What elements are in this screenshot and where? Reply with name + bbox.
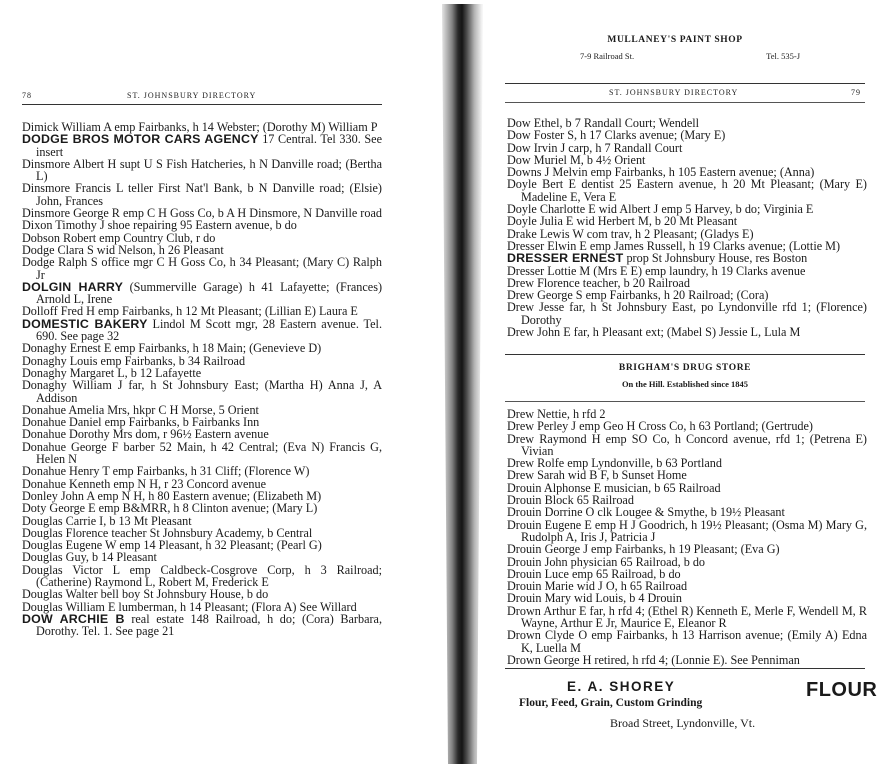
ad-phone: Tel. 535-J xyxy=(766,51,800,61)
entry-text: Drake Lewis W com trav, h 2 Pleasant; (Gladys E) xyxy=(507,226,754,241)
entry-text: Drouin Alphonse E musician, b 65 Railroad xyxy=(507,480,721,495)
entry-text: Donahue George F barber 52 Main, h 42 Central; (Eva N) Francis G, Helen N xyxy=(22,439,382,467)
entry-text: Drew Perley J emp Geo H Cross Co, h 63 Portland; (Gertrude) xyxy=(507,419,813,434)
entry-text: Douglas Carrie I, b 13 Mt Pleasant xyxy=(22,513,192,528)
entry-text: Drown Arthur E far, h rfd 4; (Ethel R) Kenneth E, Merle F, Wendell M, R Wayne, Arthur E Jr, Maurice E, Eleanor R xyxy=(507,603,867,631)
entry-text: Donaghy Louis emp Fairbanks, b 34 Railroad xyxy=(22,353,246,368)
entry-text: Drouin Mary wid Louis, b 4 Drouin xyxy=(507,591,683,606)
entry-text: Douglas Victor L emp Caldbeck-Cosgrove Corp, h 3 Railroad; (Catherine) Raymond L, Robert M, Frederick E xyxy=(22,562,382,589)
entry-text: Downs J Melvin emp Fairbanks, h 105 Eastern avenue; (Anna) xyxy=(507,165,815,180)
running-head: ST. JOHNSBURY DIRECTORY xyxy=(609,88,739,97)
entry-text: Douglas Florence teacher St Johnsbury Academy, b Central xyxy=(22,525,313,540)
page-number: 79 xyxy=(851,88,861,97)
entry-text: Dow Foster S, h 17 Clarks avenue; (Mary E) xyxy=(507,128,726,143)
page-number: 78 xyxy=(22,91,32,100)
brigham-ad xyxy=(505,363,865,389)
entry-text: Drew Sarah wid B F, b Sunset Home xyxy=(507,468,687,483)
directory-entry xyxy=(22,182,382,207)
entry-text: Douglas Eugene W emp 14 Pleasant, h 32 Pleasant; (Pearl G) xyxy=(22,538,322,553)
entry-text: Drouin Luce emp 65 Railroad, b do xyxy=(507,566,681,581)
directory-entry xyxy=(22,379,382,404)
entry-text: Dimick William A emp Fairbanks, h 14 Webster; (Dorothy M) William P xyxy=(22,120,378,134)
directory-entry xyxy=(507,326,867,338)
directory-entry xyxy=(507,178,867,203)
entry-text: Drew George S emp Fairbanks, h 20 Railroad; (Cora) xyxy=(507,288,769,303)
directory-entries-left xyxy=(22,121,382,637)
running-head: ST. JOHNSBURY DIRECTORY xyxy=(127,91,257,100)
entry-text: Doty George E emp B&MRR, h 8 Clinton avenue; (Mary L) xyxy=(22,501,318,516)
directory-entry xyxy=(22,441,382,466)
entry-text: Douglas William E lumberman, h 14 Pleasant; (Flora A) See Willard xyxy=(22,599,357,614)
directory-entry xyxy=(22,281,382,306)
entry-text: Drouin Marie wid J O, h 65 Railroad xyxy=(507,579,688,594)
shorey-ad-headline: FLOUR xyxy=(806,679,878,701)
entry-text: Donley John A emp N H, h 80 Eastern avenue; (Elizabeth M) xyxy=(22,488,322,503)
entry-text: Donahue Amelia Mrs, hkpr C H Morse, 5 Orient xyxy=(22,402,259,417)
entry-text: Drouin Block 65 Railroad xyxy=(507,493,634,508)
entry-text: Donaghy William J far, h St Johnsbury East; (Martha H) Anna J, A Addison xyxy=(22,378,382,405)
entry-text: Lindol M Scott mgr, 28 Eastern avenue. Tel. 690. See page 32 xyxy=(36,316,382,344)
entry-text: Drew Jesse far, h St Johnsbury East, po Lyndonville rfd 1; (Florence) Dorothy xyxy=(507,300,867,327)
business-name: DRESSER ERNEST xyxy=(507,251,624,266)
business-name: DOMESTIC BAKERY xyxy=(22,316,148,331)
entry-text: Drouin Eugene E emp H J Goodrich, h 19½ Pleasant; (Osma M) Mary G, Rudolph A, Iris J, Patricia J xyxy=(507,517,867,544)
ad-rule-bottom xyxy=(505,401,865,402)
header-rule xyxy=(505,102,865,103)
entry-text: Dow Ethel, b 7 Randall Court; Wendell xyxy=(507,116,700,130)
shorey-ad-address: Broad Street, Lyndonville, Vt. xyxy=(610,716,756,730)
entry-text: prop St Johnsbury House, res Boston xyxy=(623,251,808,266)
entry-text: Drew Raymond H emp SO Co, h Concord avenue, rfd 1; (Petrena E) Vivian xyxy=(507,431,867,458)
directory-entry xyxy=(22,564,382,589)
entry-text: Drew Florence teacher, b 20 Railroad xyxy=(507,275,690,290)
business-name: DODGE BROS MOTOR CARS AGENCY xyxy=(22,132,259,147)
entry-text: Donahue Dorothy Mrs dom, r 96½ Eastern avenue xyxy=(22,427,269,442)
entry-text: Doyle Charlotte E wid Albert J emp 5 Harvey, b do; Virginia E xyxy=(507,202,814,217)
entry-text: Dodge Clara S wid Nelson, h 26 Pleasant xyxy=(22,242,224,257)
entry-text: Donaghy Margaret L, b 12 Lafayette xyxy=(22,365,202,380)
entry-text: real estate 148 Railroad, h do; (Cora) Barbara, Dorothy. Tel. 1. See page 21 xyxy=(36,611,383,639)
ad-rule xyxy=(505,83,865,84)
entry-text: Drouin Dorrine O clk Lougee & Smythe, b 19½ Pleasant xyxy=(507,505,785,520)
entry-text: Drew Nettie, h rfd 2 xyxy=(507,407,606,421)
entry-text: Donahue Daniel emp Fairbanks, b Fairbanks Inn xyxy=(22,415,260,430)
entry-text: Donahue Henry T emp Fairbanks, h 31 Cliff; (Florence W) xyxy=(22,464,310,479)
entry-text: Douglas Guy, b 14 Pleasant xyxy=(22,550,157,565)
entry-text: Doyle Bert E dentist 25 Eastern avenue, h 20 Mt Pleasant; (Mary E) Madeline E, Vera E xyxy=(507,177,867,204)
book-gutter xyxy=(437,4,487,764)
entry-text: Dresser Elwin E emp James Russell, h 19 Clarks avenue; (Lottie M) xyxy=(507,238,841,253)
shorey-ad-tagline: Flour, Feed, Grain, Custom Grinding xyxy=(519,697,703,709)
directory-entry xyxy=(507,301,867,326)
directory-entries-right-bottom xyxy=(507,408,867,666)
entry-text: Drouin George J emp Fairbanks, h 19 Pleasant; (Eva G) xyxy=(507,542,780,557)
entry-text: Dodge Ralph S office mgr C H Goss Co, h 34 Pleasant; (Mary C) Ralph Jr xyxy=(22,255,382,282)
business-name: DOW ARCHIE B xyxy=(22,611,125,626)
entry-text: Douglas Walter bell boy St Johnsbury House, b do xyxy=(22,587,269,602)
entry-text: Drew John E far, h Pleasant ext; (Mabel S) Jessie L, Lula M xyxy=(507,325,801,340)
directory-entries-right-top xyxy=(507,117,867,338)
footer-rule xyxy=(505,668,865,669)
directory-entry xyxy=(507,654,867,666)
entry-text: 17 Central. Tel 330. See insert xyxy=(36,132,382,159)
entry-text: Dobson Robert emp Country Club, r do xyxy=(22,230,216,245)
entry-text: Dow Irvin J carp, h 7 Randall Court xyxy=(507,140,683,155)
entry-text: Drown Clyde O emp Fairbanks, h 13 Harrison avenue; (Emily A) Edna K, Luella M xyxy=(507,628,867,655)
directory-entry xyxy=(22,613,382,638)
entry-text: Doyle Julia E wid Herbert M, b 20 Mt Pleasant xyxy=(507,214,738,229)
directory-entry xyxy=(507,433,867,458)
directory-entry xyxy=(22,318,382,343)
entry-text: Donaghy Ernest E emp Fairbanks, h 18 Main; (Genevieve D) xyxy=(22,341,322,356)
right-page xyxy=(490,0,894,767)
directory-entry xyxy=(507,605,867,630)
directory-entry xyxy=(507,629,867,654)
ad-title: BRIGHAM'S DRUG STORE xyxy=(618,363,752,373)
directory-entry xyxy=(22,133,382,158)
entry-text: Drown George H retired, h rfd 4; (Lonnie E). See Penniman xyxy=(507,652,800,667)
entry-text: (Summerville Garage) h 41 Lafayette; (Frances) Arnold L, Irene xyxy=(36,279,383,307)
entry-text: Dinsmore Albert H supt U S Fish Hatcheries, h N Danville road; (Bertha L) xyxy=(22,156,382,184)
entry-text: Drouin John physician 65 Railroad, b do xyxy=(507,554,706,569)
ad-address: 7-9 Railroad St. xyxy=(580,51,635,61)
business-name: DOLGIN HARRY xyxy=(22,279,124,294)
mullaney-ad xyxy=(490,35,860,61)
ad-title: MULLANEY'S PAINT SHOP xyxy=(607,35,743,45)
directory-entry xyxy=(22,158,382,183)
entry-text: Dinsmore George R emp C H Goss Co, b A H Dinsmore, N Danville road xyxy=(22,206,382,221)
entry-text: Dixon Timothy J shoe repairing 95 Eastern avenue, b do xyxy=(22,218,297,233)
header-rule xyxy=(22,104,382,105)
directory-entry xyxy=(507,519,867,544)
ad-tagline: On the Hill. Established since 1845 xyxy=(621,379,749,389)
entry-text: Drew Rolfe emp Lyndonville, b 63 Portland xyxy=(507,456,722,471)
left-page xyxy=(0,0,440,767)
shorey-ad-name: E. A. SHOREY xyxy=(567,679,676,694)
entry-text: Dinsmore Francis L teller First Nat'l Bank, b N Danville road; (Elsie) John, Frances xyxy=(22,181,382,208)
entry-text: Donahue Kenneth emp N H, r 23 Concord avenue xyxy=(22,476,267,491)
entry-text: Dow Muriel M, b 4½ Orient xyxy=(507,152,646,167)
directory-entry xyxy=(22,256,382,281)
ad-rule-top xyxy=(505,354,865,355)
entry-text: Dresser Lottie M (Mrs E E) emp laundry, h 19 Clarks avenue xyxy=(507,263,806,278)
entry-text: Dolloff Fred H emp Fairbanks, h 12 Mt Pleasant; (Lillian E) Laura E xyxy=(22,304,358,319)
